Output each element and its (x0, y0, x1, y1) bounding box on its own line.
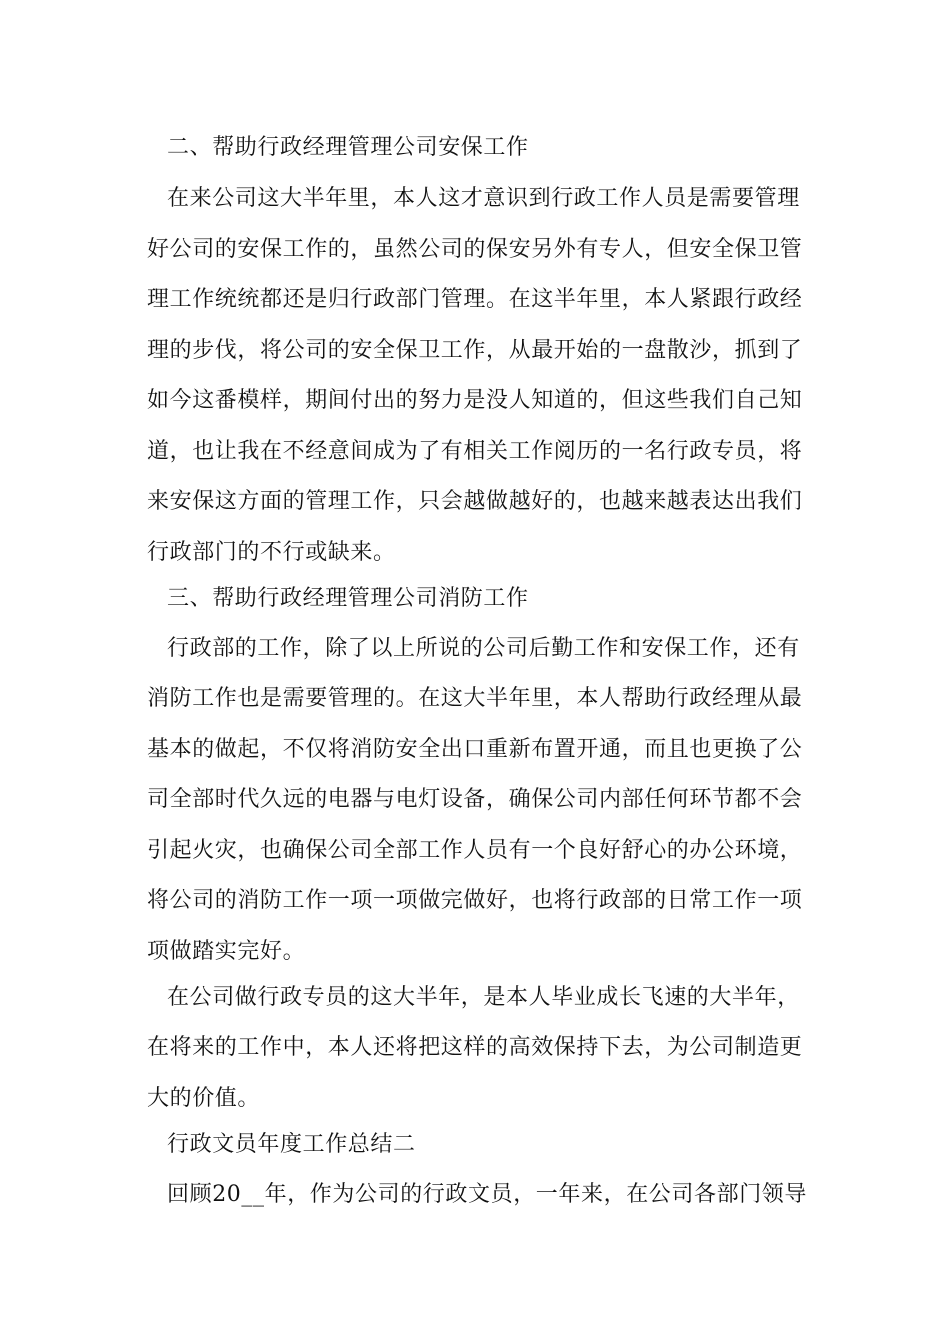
paragraph-line: 将公司的消防工作一项一项做完做好，也将行政部的日常工作一项 (147, 888, 803, 913)
paragraph-line: 引起火灾，也确保公司全部工作人员有一个良好舒心的办公环境， (147, 838, 803, 863)
paragraph-line: 理工作统统都还是归行政部门管理。在这半年里，本人紧跟行政经 (147, 287, 803, 312)
paragraph-line: 在公司做行政专员的这大半年，是本人毕业成长飞速的大半年， (167, 985, 800, 1010)
paragraph-line: 来安保这方面的管理工作，只会越做越好的，也越来越表达出我们 (147, 489, 803, 514)
section-heading-security: 二、帮助行政经理管理公司安保工作 (167, 135, 529, 160)
section-heading-fire-safety: 三、帮助行政经理管理公司消防工作 (167, 586, 529, 611)
paragraph-line: 项做踏实完好。 (147, 939, 306, 964)
paragraph-line: 如今这番模样，期间付出的努力是没人知道的，但这些我们自己知 (147, 388, 803, 413)
paragraph-line: 行政部门的不行或缺来。 (147, 540, 396, 565)
paragraph-line: 在来公司这大半年里，本人这才意识到行政工作人员是需要管理 (167, 186, 800, 211)
paragraph-line: 司全部时代久远的电器与电灯设备，确保公司内部任何环节都不会 (147, 787, 803, 812)
paragraph-line: 在将来的工作中，本人还将把这样的高效保持下去，为公司制造更 (147, 1035, 803, 1060)
paragraph-line: 行政部的工作，除了以上所说的公司后勤工作和安保工作，还有 (167, 636, 800, 661)
paragraph-line: 基本的做起，不仅将消防安全出口重新布置开通，而且也更换了公 (147, 737, 803, 762)
section-heading-summary-two: 行政文员年度工作总结二 (167, 1132, 416, 1157)
paragraph-line: 消防工作也是需要管理的。在这大半年里，本人帮助行政经理从最 (147, 686, 803, 711)
paragraph-line: 理的步伐，将公司的安全保卫工作，从最开始的一盘散沙，抓到了 (147, 338, 803, 363)
paragraph-line: 好公司的安保工作的，虽然公司的保安另外有专人，但安全保卫管 (147, 237, 803, 262)
paragraph-line: 大的价值。 (147, 1086, 261, 1111)
paragraph-line: 道，也让我在不经意间成为了有相关工作阅历的一名行政专员，将 (147, 439, 803, 464)
paragraph-line: 回顾20__年，作为公司的行政文员，一年来，在公司各部门领导 (167, 1182, 807, 1207)
